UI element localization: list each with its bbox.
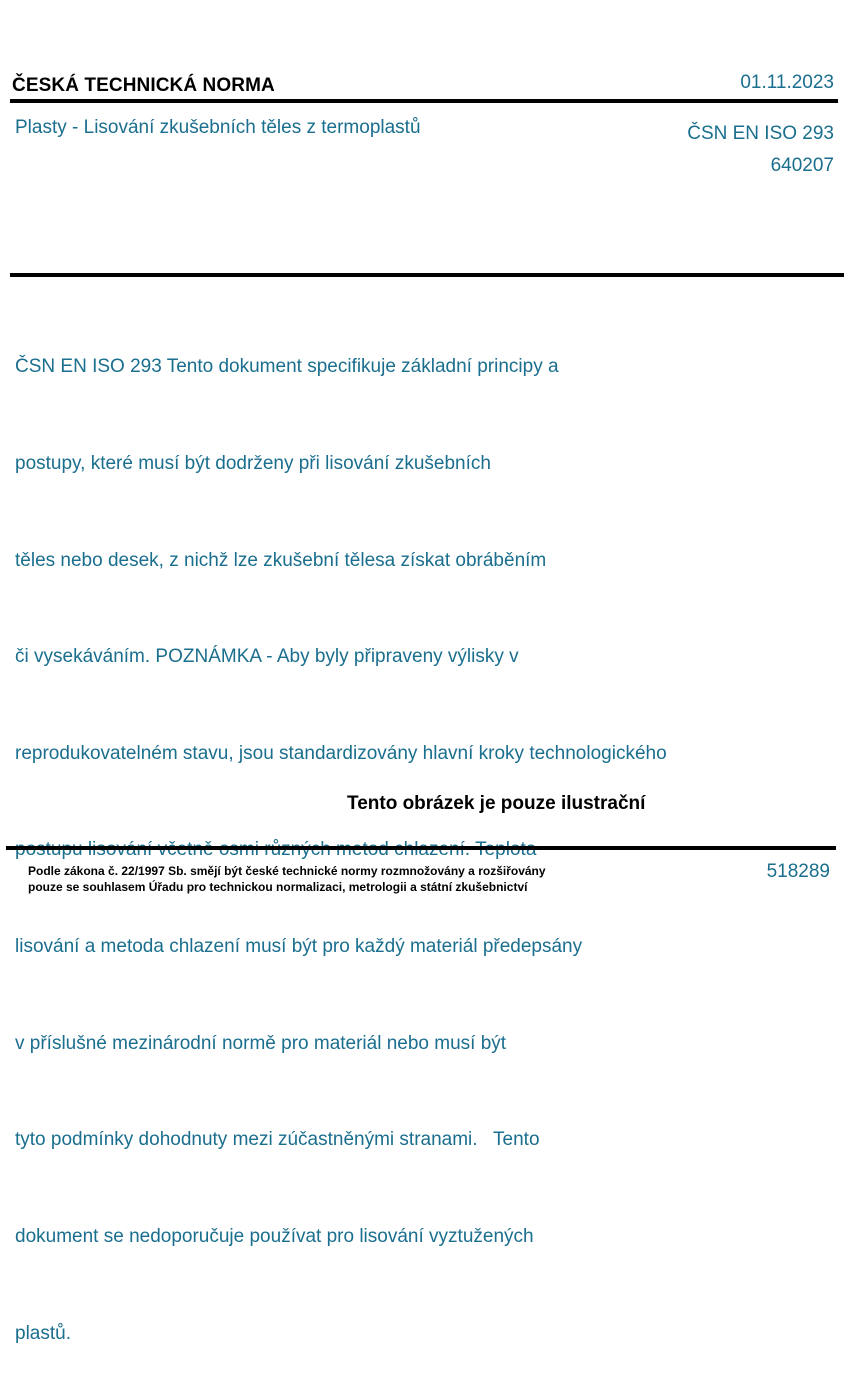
standard-number-block xyxy=(687,118,834,182)
abstract-line: dokument se nedoporučuje používat pro lisování vyztužených xyxy=(15,1225,534,1247)
abstract-line: těles nebo desek, z nichž lze zkušební tělesa získat obráběním xyxy=(15,549,547,571)
abstract-top-rule xyxy=(10,273,844,277)
classification-code: 640207 xyxy=(770,155,834,176)
abstract-line: tyto podmínky dohodnuty mezi zúčastněnými stranami. Tento xyxy=(15,1129,540,1151)
abstract-line: plastů. xyxy=(15,1322,71,1344)
abstract-line: ČSN EN ISO 293 Tento dokument specifikuje základní principy a xyxy=(15,356,559,378)
abstract-line xyxy=(15,834,667,866)
illustration-note: Tento obrázek je pouze ilustrační xyxy=(347,793,646,814)
document-type-heading: ČESKÁ TECHNICKÁ NORMA xyxy=(12,75,275,96)
abstract-text xyxy=(15,287,667,1382)
footer-rule xyxy=(6,846,836,850)
legal-notice-line: Podle zákona č. 22/1997 Sb. smějí být české technické normy rozmnožovány a rozšiřovány xyxy=(28,864,546,878)
abstract-line: postupy, které musí být dodrženy při lisování zkušebních xyxy=(15,453,491,475)
standard-number: ČSN EN ISO 293 xyxy=(687,123,834,144)
abstract-line: či vysekáváním. POZNÁMKA - Aby byly připraveny výlisky v xyxy=(15,646,519,668)
abstract-line: reprodukovatelném stavu, jsou standardizovány hlavní kroky technologického xyxy=(15,742,667,764)
legal-notice xyxy=(28,863,546,895)
abstract-line: lisování a metoda chlazení musí být pro každý materiál předepsány xyxy=(15,936,583,958)
header-rule xyxy=(10,99,838,103)
document-id: 518289 xyxy=(766,861,830,882)
publication-date: 01.11.2023 xyxy=(740,72,834,93)
abstract-line: v příslušné mezinárodní normě pro materiál nebo musí být xyxy=(15,1032,507,1054)
standard-title: Plasty - Lisování zkušebních těles z termoplastů xyxy=(15,117,421,138)
legal-notice-line: pouze se souhlasem Úřadu pro technickou normalizaci, metrologii a státní zkušebnictví xyxy=(28,880,528,894)
